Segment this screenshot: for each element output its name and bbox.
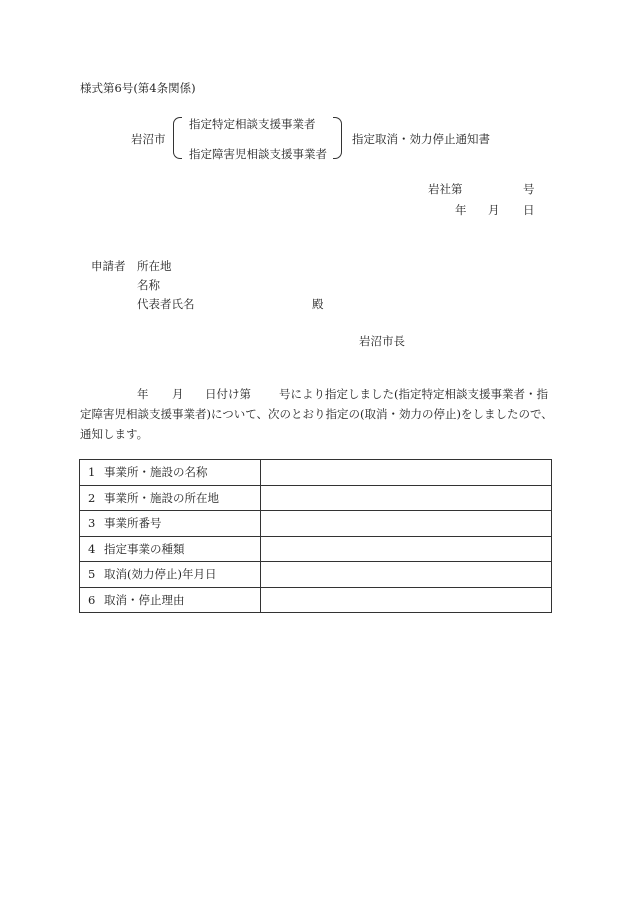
reference-suffix: 号 bbox=[523, 182, 535, 196]
item-label: 事業所・施設の所在地 bbox=[104, 490, 219, 505]
body-month: 月 bbox=[172, 387, 184, 401]
table-row bbox=[80, 587, 552, 613]
table-row bbox=[80, 460, 552, 486]
item-value-cell bbox=[261, 460, 552, 486]
item-label-cell bbox=[80, 511, 261, 537]
item-label: 取消・停止理由 bbox=[104, 592, 185, 607]
item-label-cell bbox=[80, 562, 261, 588]
item-number: 5 bbox=[88, 567, 96, 582]
title-suffix: 指定取消・効力停止通知書 bbox=[352, 132, 490, 146]
applicant-rep-label: 代表者氏名 bbox=[137, 297, 195, 311]
honorific: 殿 bbox=[312, 297, 324, 311]
item-number: 3 bbox=[88, 516, 96, 531]
date-month: 月 bbox=[488, 203, 500, 217]
body-line3: 通知します。 bbox=[80, 427, 149, 441]
applicant-address-label: 所在地 bbox=[137, 259, 172, 273]
left-brace bbox=[173, 117, 182, 159]
item-value-cell bbox=[261, 511, 552, 537]
item-value-cell bbox=[261, 587, 552, 613]
table-row bbox=[80, 485, 552, 511]
table-row bbox=[80, 536, 552, 562]
item-label: 取消(効力停止)年月日 bbox=[104, 567, 217, 582]
items-table bbox=[79, 459, 552, 613]
title-option-1: 指定特定相談支援事業者 bbox=[189, 117, 316, 131]
title-city: 岩沼市 bbox=[131, 132, 166, 146]
item-label: 指定事業の種類 bbox=[104, 541, 185, 556]
item-label: 事業所・施設の名称 bbox=[104, 465, 208, 480]
issuer: 岩沼市長 bbox=[359, 334, 405, 348]
item-number: 2 bbox=[88, 490, 96, 505]
item-number: 6 bbox=[88, 592, 96, 607]
item-label-cell bbox=[80, 536, 261, 562]
right-brace bbox=[333, 117, 342, 159]
item-number: 1 bbox=[88, 465, 96, 480]
form-number: 様式第6号(第4条関係) bbox=[80, 81, 196, 95]
applicant-name-label: 名称 bbox=[137, 278, 160, 292]
item-label-cell bbox=[80, 485, 261, 511]
applicant-label: 申請者 bbox=[91, 259, 126, 273]
reference-prefix: 岩社第 bbox=[428, 182, 463, 196]
body-line1-rest: 号により指定しました(指定特定相談支援事業者・指 bbox=[279, 387, 548, 401]
title-option-2: 指定障害児相談支援事業者 bbox=[189, 147, 327, 161]
item-number: 4 bbox=[88, 541, 96, 556]
date-day: 日 bbox=[523, 203, 535, 217]
item-value-cell bbox=[261, 536, 552, 562]
table-row bbox=[80, 562, 552, 588]
table-row bbox=[80, 511, 552, 537]
item-label-cell bbox=[80, 460, 261, 486]
date-year: 年 bbox=[455, 203, 467, 217]
item-label: 事業所番号 bbox=[104, 516, 162, 531]
item-value-cell bbox=[261, 485, 552, 511]
body-year: 年 bbox=[137, 387, 149, 401]
item-value-cell bbox=[261, 562, 552, 588]
body-line2: 定障害児相談支援事業者)について、次のとおり指定の(取消・効力の停止)をしましたので、 bbox=[80, 407, 553, 421]
body-dated: 日付け第 bbox=[205, 387, 251, 401]
item-label-cell bbox=[80, 587, 261, 613]
